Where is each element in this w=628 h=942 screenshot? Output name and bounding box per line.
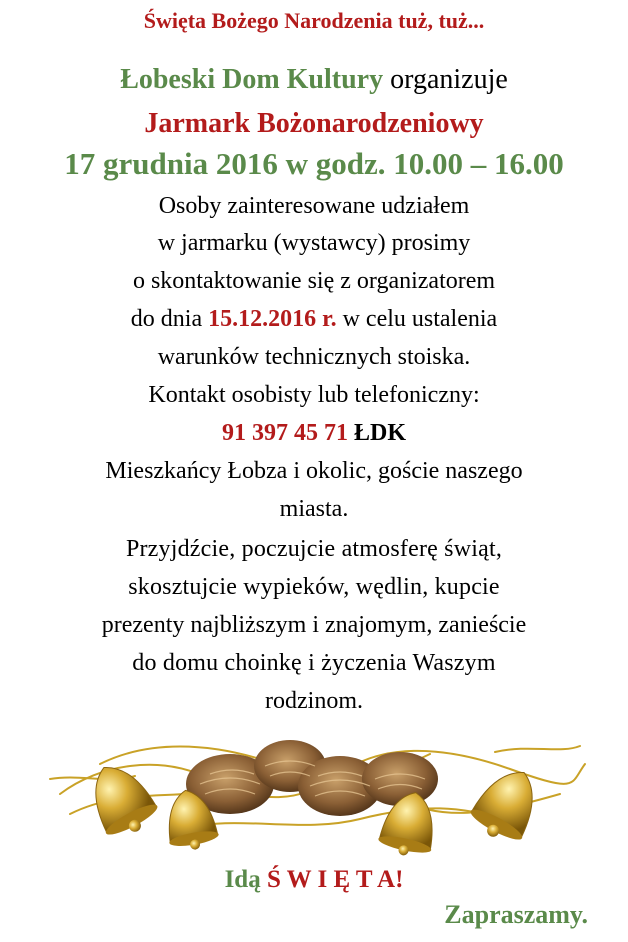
body-line-2: w jarmarku (wystawcy) prosimy [157,230,471,256]
organizer-line [0,64,628,96]
swieta-text: Ś W I Ę T A! [266,866,404,893]
ida-text: Idą [224,866,267,893]
body-line-8: Mieszkańcy Łobza i okolic, goście naszego [105,458,523,484]
event-name: Jarmark Bożonarodzeniowy [144,108,484,139]
christmas-bells-pinecones-icon [40,724,588,856]
deadline-date: 15.12.2016 r. [208,306,337,332]
body-line-4-pre: do dnia [130,306,209,332]
body-line-9: miasta. [279,496,349,522]
closing-ida-swieta [0,866,628,894]
organizer-verb: organizuje [383,64,508,95]
phone-suffix: ŁDK [347,420,406,446]
organizer-name: Łobeski Dom Kultury [120,64,384,95]
body-line-10: Przyjdźcie, poczujcie atmosferę świąt, [125,536,503,562]
body-line-3: o skontaktowanie się z organizatorem [132,268,496,294]
body-line-4 [0,306,628,333]
body-line-1: Osoby zainteresowane udziałem [158,193,470,219]
body-line-4-post: w celu ustalenia [336,306,498,332]
body-line-12: prezenty najbliższym i znajomym, zanieście [101,612,527,638]
body-line-6: Kontakt osobisty lub telefoniczny: [148,382,480,408]
body-line-13: do domu choinkę i życzenia Waszym [132,650,496,676]
event-date: 17 grudnia 2016 w godz. 10.00 – 16.00 [64,146,564,181]
body-line-14: rodzinom. [265,688,363,714]
poster-title: Święta Bożego Narodzenia tuż, tuż... [143,8,485,33]
body-line-11: skosztujcie wypieków, wędlin, kupcie [128,574,500,600]
phone-line [0,420,628,447]
body-line-5: warunków technicznych stoiska. [157,344,471,370]
zapraszamy-text: Zapraszamy. [444,900,588,929]
phone-number: 91 397 45 71 [221,420,348,446]
